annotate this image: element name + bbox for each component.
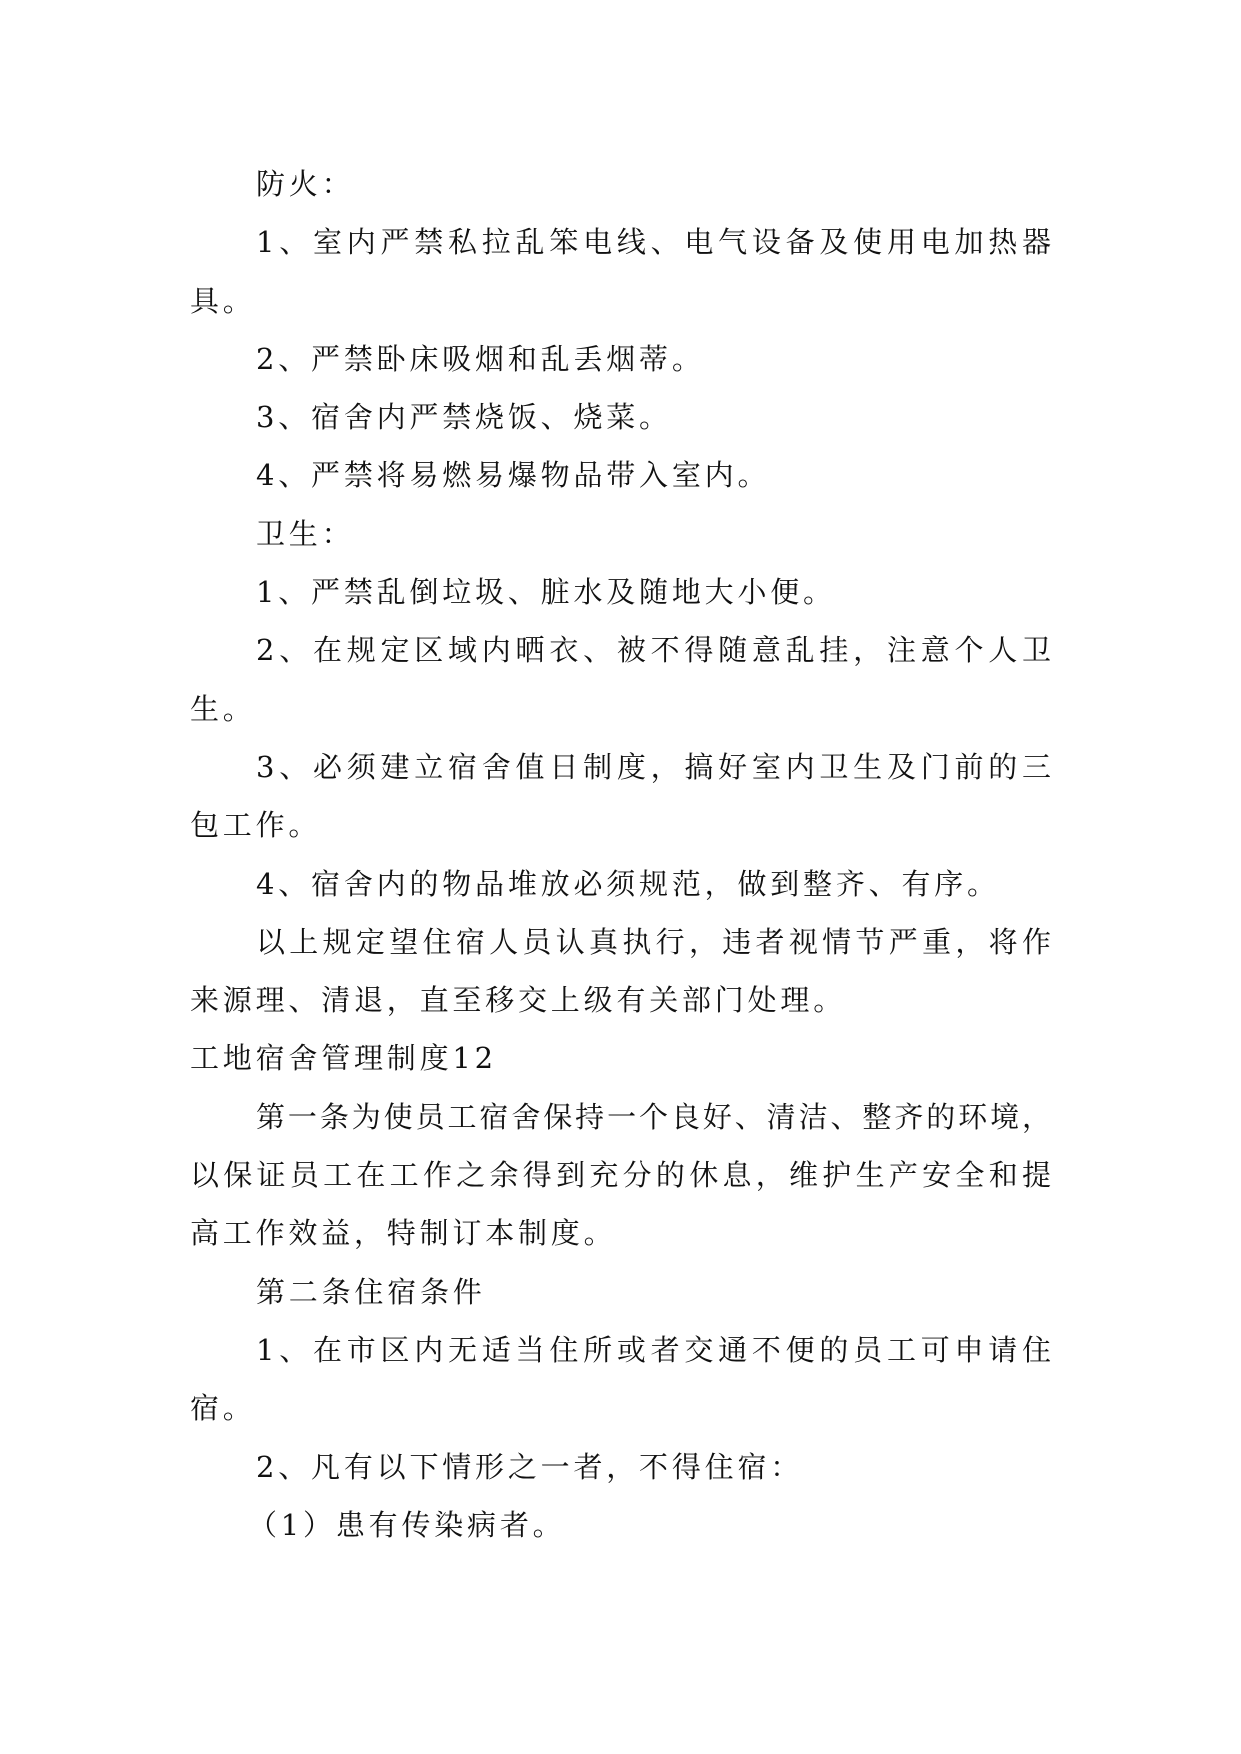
paragraph-text-line: 第一条为使员工宿舍保持一个良好、清洁、整齐的环境， — [256, 1099, 1051, 1134]
title-text: 工地宿舍管理制度12 — [190, 1041, 497, 1076]
rule-text-line: 4、严禁将易燃易爆物品带入室内。 — [256, 458, 771, 493]
rule-text-line: 2、严禁卧床吸烟和乱丢烟蒂。 — [256, 341, 705, 376]
fire-rule-1 — [190, 213, 1051, 330]
rule-text-line: 1、在市区内无适当住所或者交通不便的员工可申请住 — [256, 1332, 1051, 1367]
section-heading-text: 防火： — [256, 167, 355, 201]
hygiene-rule-1 — [190, 563, 1051, 621]
document-page — [190, 155, 1051, 1554]
hygiene-rule-2 — [190, 621, 1051, 738]
paragraph-text-line: 以上规定望住宿人员认真执行，违者视情节严重，将作 — [256, 924, 1051, 959]
regulation-title — [190, 1029, 1051, 1087]
paragraph-text-line: 高工作效益，特制订本制度。 — [190, 1216, 617, 1251]
rule-text-line: 3、必须建立宿舍值日制度，搞好室内卫生及门前的三 — [256, 749, 1051, 784]
fire-safety-heading — [190, 155, 1051, 213]
rule-text-line: 2、凡有以下情形之一者，不得住宿： — [256, 1449, 804, 1484]
hygiene-rule-4 — [190, 855, 1051, 913]
article-2-item-2-sub-1 — [190, 1496, 1051, 1554]
closing-note — [190, 913, 1051, 1030]
rule-text-line: 生。 — [190, 691, 256, 726]
paragraph-text-line: 来源理、清退，直至移交上级有关部门处理。 — [190, 983, 847, 1018]
fire-rule-3 — [190, 388, 1051, 446]
rule-text-line: 包工作。 — [190, 808, 322, 843]
rule-text-line: 宿。 — [190, 1391, 256, 1426]
section-heading-text: 第二条住宿条件 — [256, 1274, 486, 1309]
fire-rule-4 — [190, 446, 1051, 504]
article-2-item-2 — [190, 1438, 1051, 1555]
article-2-item-1 — [190, 1321, 1051, 1438]
article-1 — [190, 1088, 1051, 1263]
sub-rule-text-line: （1）患有传染病者。 — [248, 1507, 566, 1542]
rule-text-line: 2、在规定区域内晒衣、被不得随意乱挂，注意个人卫 — [256, 633, 1051, 668]
rule-text-line: 具。 — [190, 283, 256, 318]
rule-text-line: 3、宿舍内严禁烧饭、烧菜。 — [256, 400, 672, 435]
rule-text-line: 1、严禁乱倒垃圾、脏水及随地大小便。 — [256, 575, 836, 610]
section-heading-text: 卫生： — [256, 516, 355, 551]
rule-text-line: 1、室内严禁私拉乱笨电线、电气设备及使用电加热器 — [256, 225, 1051, 260]
article-2-heading — [190, 1263, 1051, 1321]
fire-rule-2 — [190, 330, 1051, 388]
hygiene-rule-3 — [190, 738, 1051, 855]
hygiene-heading — [190, 505, 1051, 563]
paragraph-text-line: 以保证员工在工作之余得到充分的休息，维护生产安全和提 — [190, 1158, 1051, 1193]
rule-text-line: 4、宿舍内的物品堆放必须规范，做到整齐、有序。 — [256, 866, 1000, 901]
